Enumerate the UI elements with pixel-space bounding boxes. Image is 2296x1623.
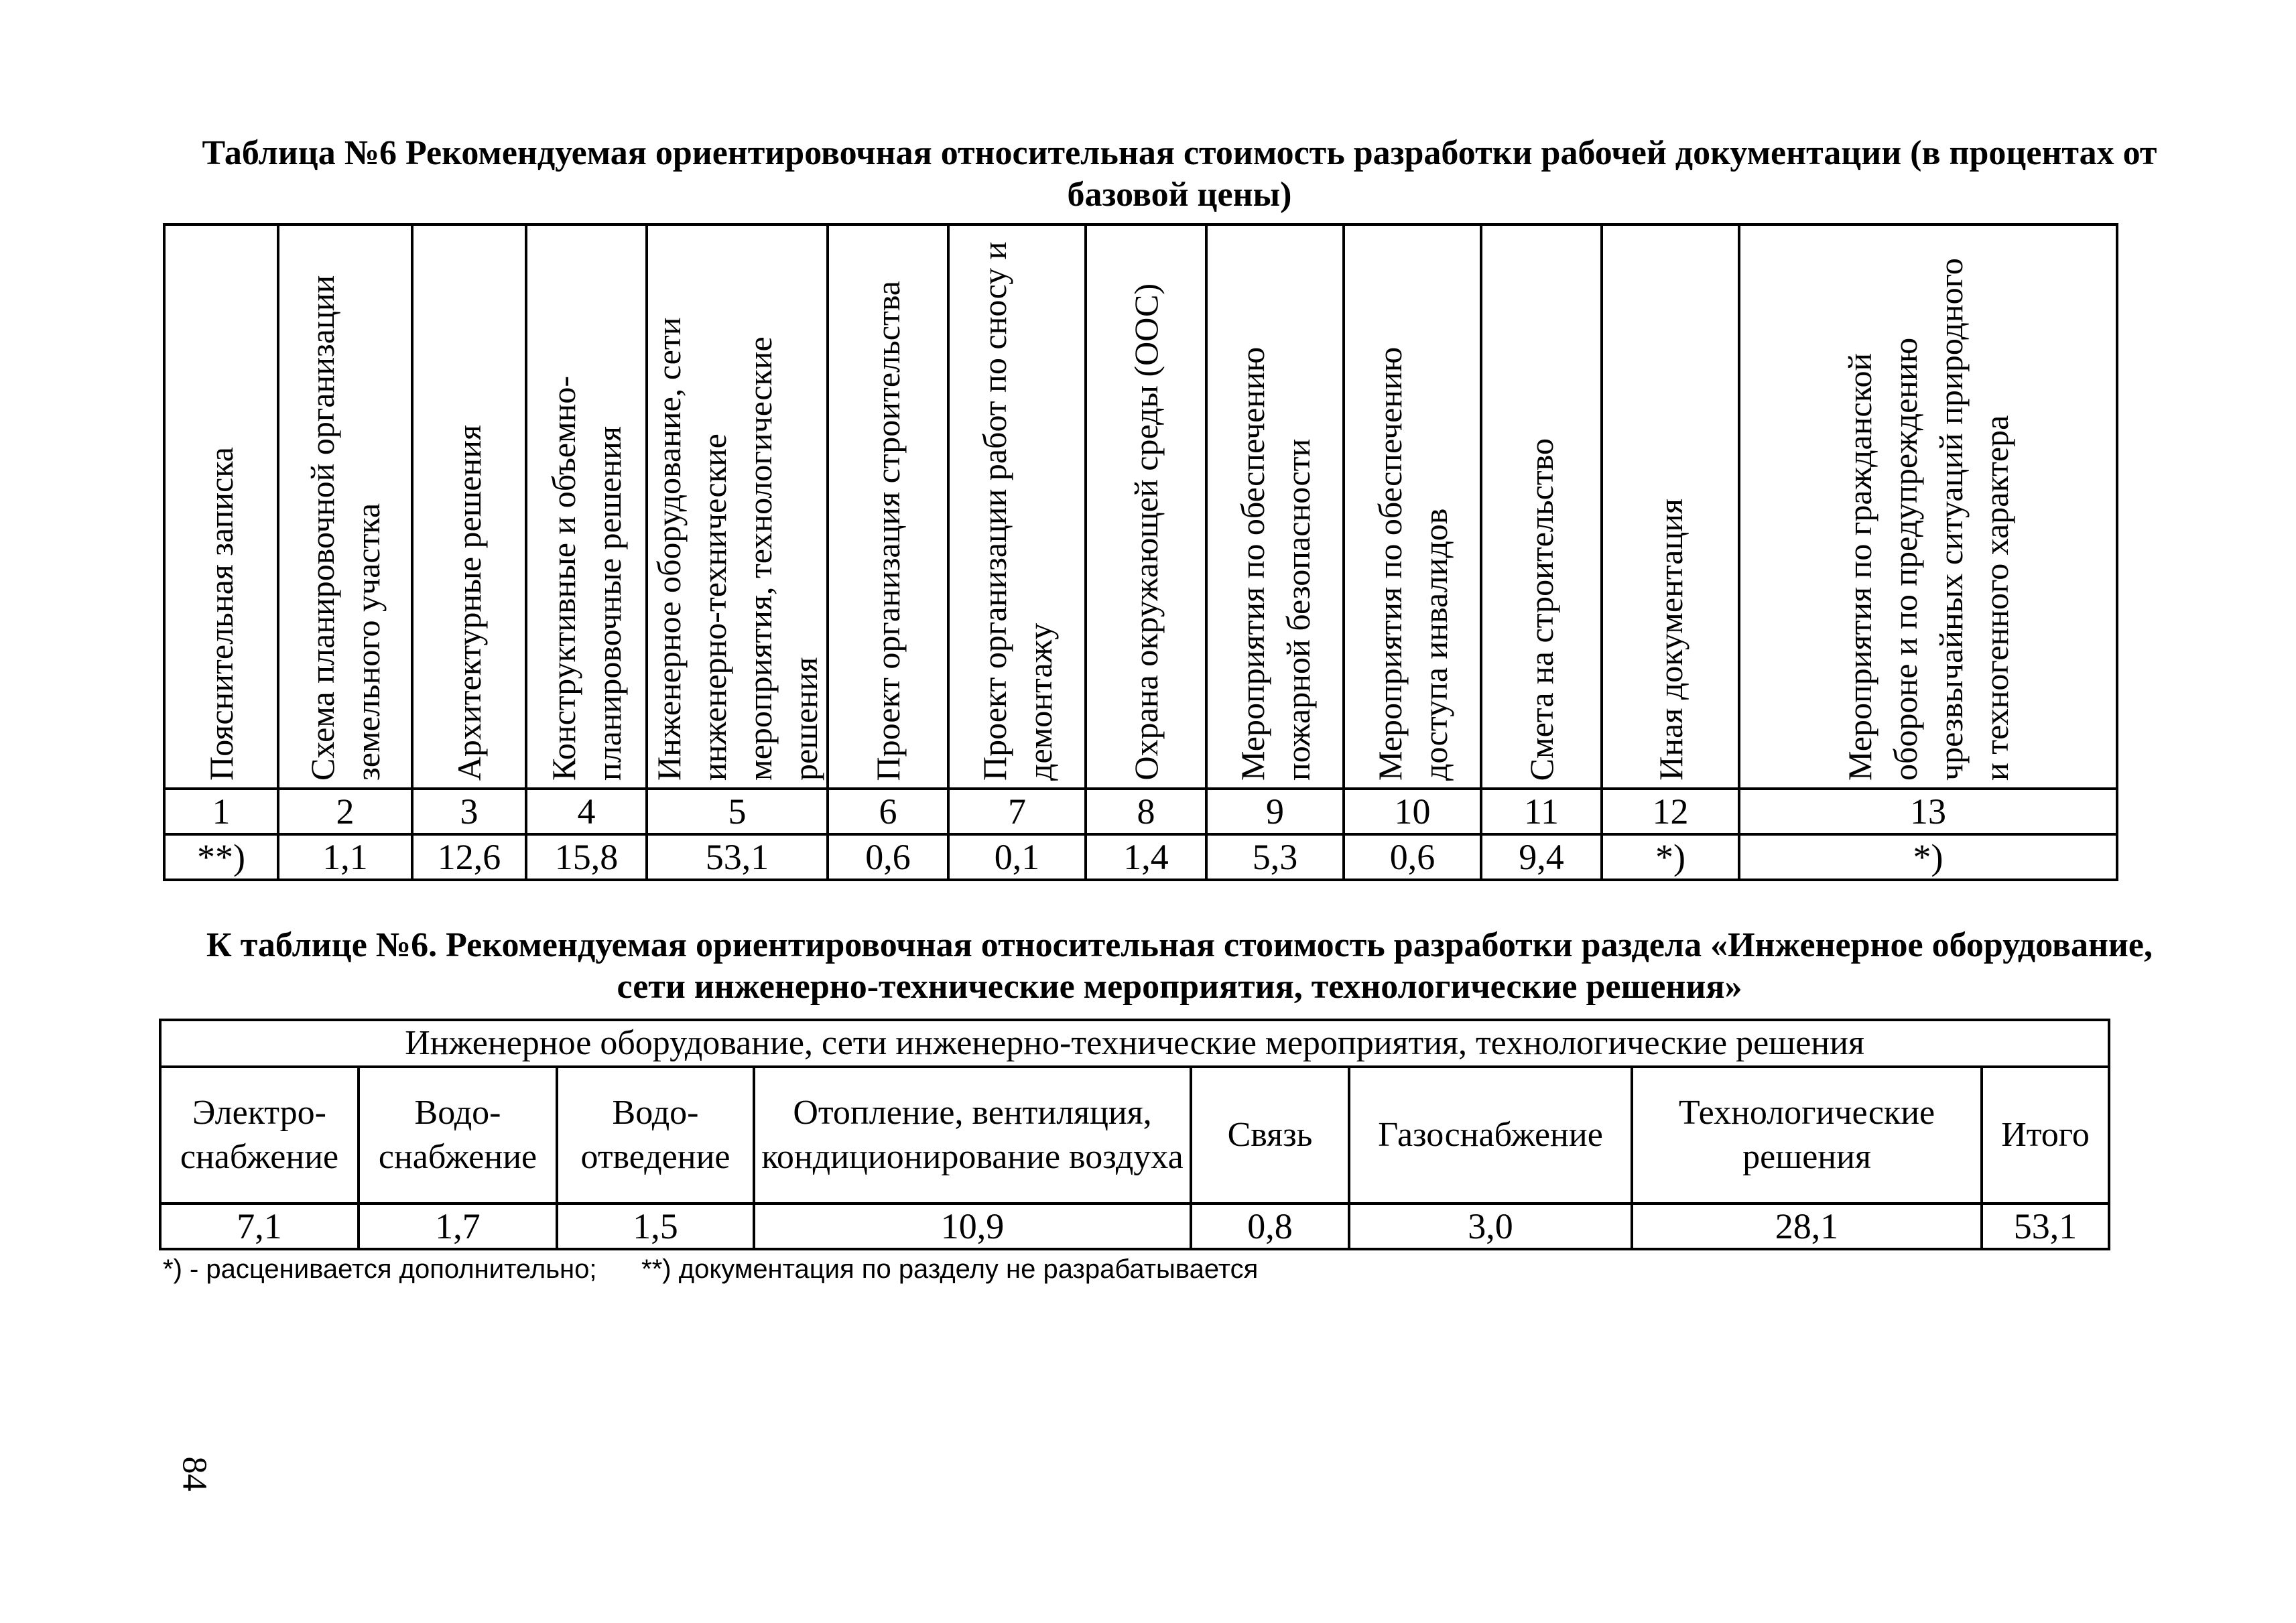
header-text: Проект организации работ по сносу и демонтажу xyxy=(975,241,1059,781)
page-number: 84 xyxy=(175,1456,214,1492)
category-cell: Водо-отведение xyxy=(557,1067,754,1204)
header-text: Пояснительная записка xyxy=(202,447,240,781)
table1-title: Таблица №6 Рекомендуемая ориентировочная относительная стоимость разработки рабочей документации (в процентах от базовой цены) xyxy=(202,134,2157,214)
header-cell xyxy=(1344,224,1481,789)
value-cell: 53,1 xyxy=(1982,1204,2109,1249)
value-cell: 53,1 xyxy=(647,834,828,880)
value-cell: 1,7 xyxy=(359,1204,557,1249)
column-number: 7 xyxy=(948,789,1086,834)
column-number: 3 xyxy=(412,789,526,834)
value-cell: 28,1 xyxy=(1632,1204,1982,1249)
value-row xyxy=(160,1204,2109,1249)
footnote: *) - расценивается дополнительно; **) документация по разделу не разрабатывается xyxy=(163,1254,1259,1284)
column-number: 10 xyxy=(1344,789,1481,834)
value-cell: 7,1 xyxy=(160,1204,359,1249)
value-cell: 0,8 xyxy=(1191,1204,1349,1249)
column-number: 4 xyxy=(526,789,647,834)
category-cell: Водо-снабжение xyxy=(359,1067,557,1204)
column-number: 9 xyxy=(1206,789,1344,834)
header-row xyxy=(164,224,2117,789)
header-text: Охрана окружающей среды (ООС) xyxy=(1127,283,1165,781)
cost-table xyxy=(163,223,2118,881)
value-cell: 5,3 xyxy=(1206,834,1344,880)
column-number-row xyxy=(164,789,2117,834)
value-cell: 3,0 xyxy=(1349,1204,1632,1249)
column-number: 8 xyxy=(1086,789,1206,834)
category-cell: Отопление, вентиляция, кондиционирование воздуха xyxy=(754,1067,1191,1204)
header-text: Мероприятия по гражданской обороне и по предупреждению чрезвычайных ситуаций природного и техногенного характера xyxy=(1841,258,2015,781)
header-text: Инженерное оборудование, сети инженерно-технические мероприятия, технологические решения xyxy=(650,317,824,781)
value-cell: 0,6 xyxy=(1344,834,1481,880)
column-number: 12 xyxy=(1602,789,1739,834)
value-cell: 9,4 xyxy=(1481,834,1602,880)
header-cell xyxy=(526,224,647,789)
header-cell xyxy=(1739,224,2117,789)
category-cell: Газоснабжение xyxy=(1349,1067,1632,1204)
column-number: 5 xyxy=(647,789,828,834)
section-header-row xyxy=(160,1020,2109,1067)
value-cell: 0,1 xyxy=(948,834,1086,880)
value-cell: 15,8 xyxy=(526,834,647,880)
header-cell xyxy=(828,224,948,789)
header-cell xyxy=(1206,224,1344,789)
header-cell xyxy=(278,224,412,789)
header-cell xyxy=(164,224,278,789)
value-cell: 12,6 xyxy=(412,834,526,880)
value-cell: *) xyxy=(1739,834,2117,880)
header-text: Схема планировочной организации земельного участка xyxy=(304,275,387,781)
value-cell: 1,4 xyxy=(1086,834,1206,880)
header-text: Проект организация строительства xyxy=(869,280,907,781)
column-number: 1 xyxy=(164,789,278,834)
value-cell: 0,6 xyxy=(828,834,948,880)
header-text: Мероприятия по обеспечению пожарной безопасности xyxy=(1233,346,1317,781)
value-cell: 1,5 xyxy=(557,1204,754,1249)
header-cell xyxy=(948,224,1086,789)
category-cell: Электро-снабжение xyxy=(160,1067,359,1204)
value-row xyxy=(164,834,2117,880)
column-number: 13 xyxy=(1739,789,2117,834)
value-cell: 1,1 xyxy=(278,834,412,880)
category-row xyxy=(160,1067,2109,1204)
value-cell: **) xyxy=(164,834,278,880)
header-text: Архитектурные решения xyxy=(450,424,488,781)
header-cell xyxy=(412,224,526,789)
category-cell: Связь xyxy=(1191,1067,1349,1204)
column-number: 11 xyxy=(1481,789,1602,834)
header-cell xyxy=(1086,224,1206,789)
category-cell: Технологические решения xyxy=(1632,1067,1982,1204)
header-cell xyxy=(647,224,828,789)
header-text: Иная документация xyxy=(1651,499,1689,781)
category-cell: Итого xyxy=(1982,1067,2109,1204)
table2-title: К таблице №6. Рекомендуемая ориентировочная относительная стоимость разработки раздела «Инженерное оборудование, сети инженерно-технические мероприятия, технологические решения» xyxy=(206,926,2153,1006)
header-text: Конструктивные и объемно-планировочные решения xyxy=(545,375,628,781)
section-header: Инженерное оборудование, сети инженерно-технические мероприятия, технологические решения xyxy=(160,1020,2109,1067)
header-text: Мероприятия по обеспечению доступа инвалидов xyxy=(1370,346,1454,781)
engineering-breakdown-table xyxy=(159,1019,2110,1250)
header-cell xyxy=(1481,224,1602,789)
column-number: 2 xyxy=(278,789,412,834)
value-cell: *) xyxy=(1602,834,1739,880)
column-number: 6 xyxy=(828,789,948,834)
value-cell: 10,9 xyxy=(754,1204,1191,1249)
header-text: Смета на строительство xyxy=(1523,438,1560,781)
header-cell xyxy=(1602,224,1739,789)
